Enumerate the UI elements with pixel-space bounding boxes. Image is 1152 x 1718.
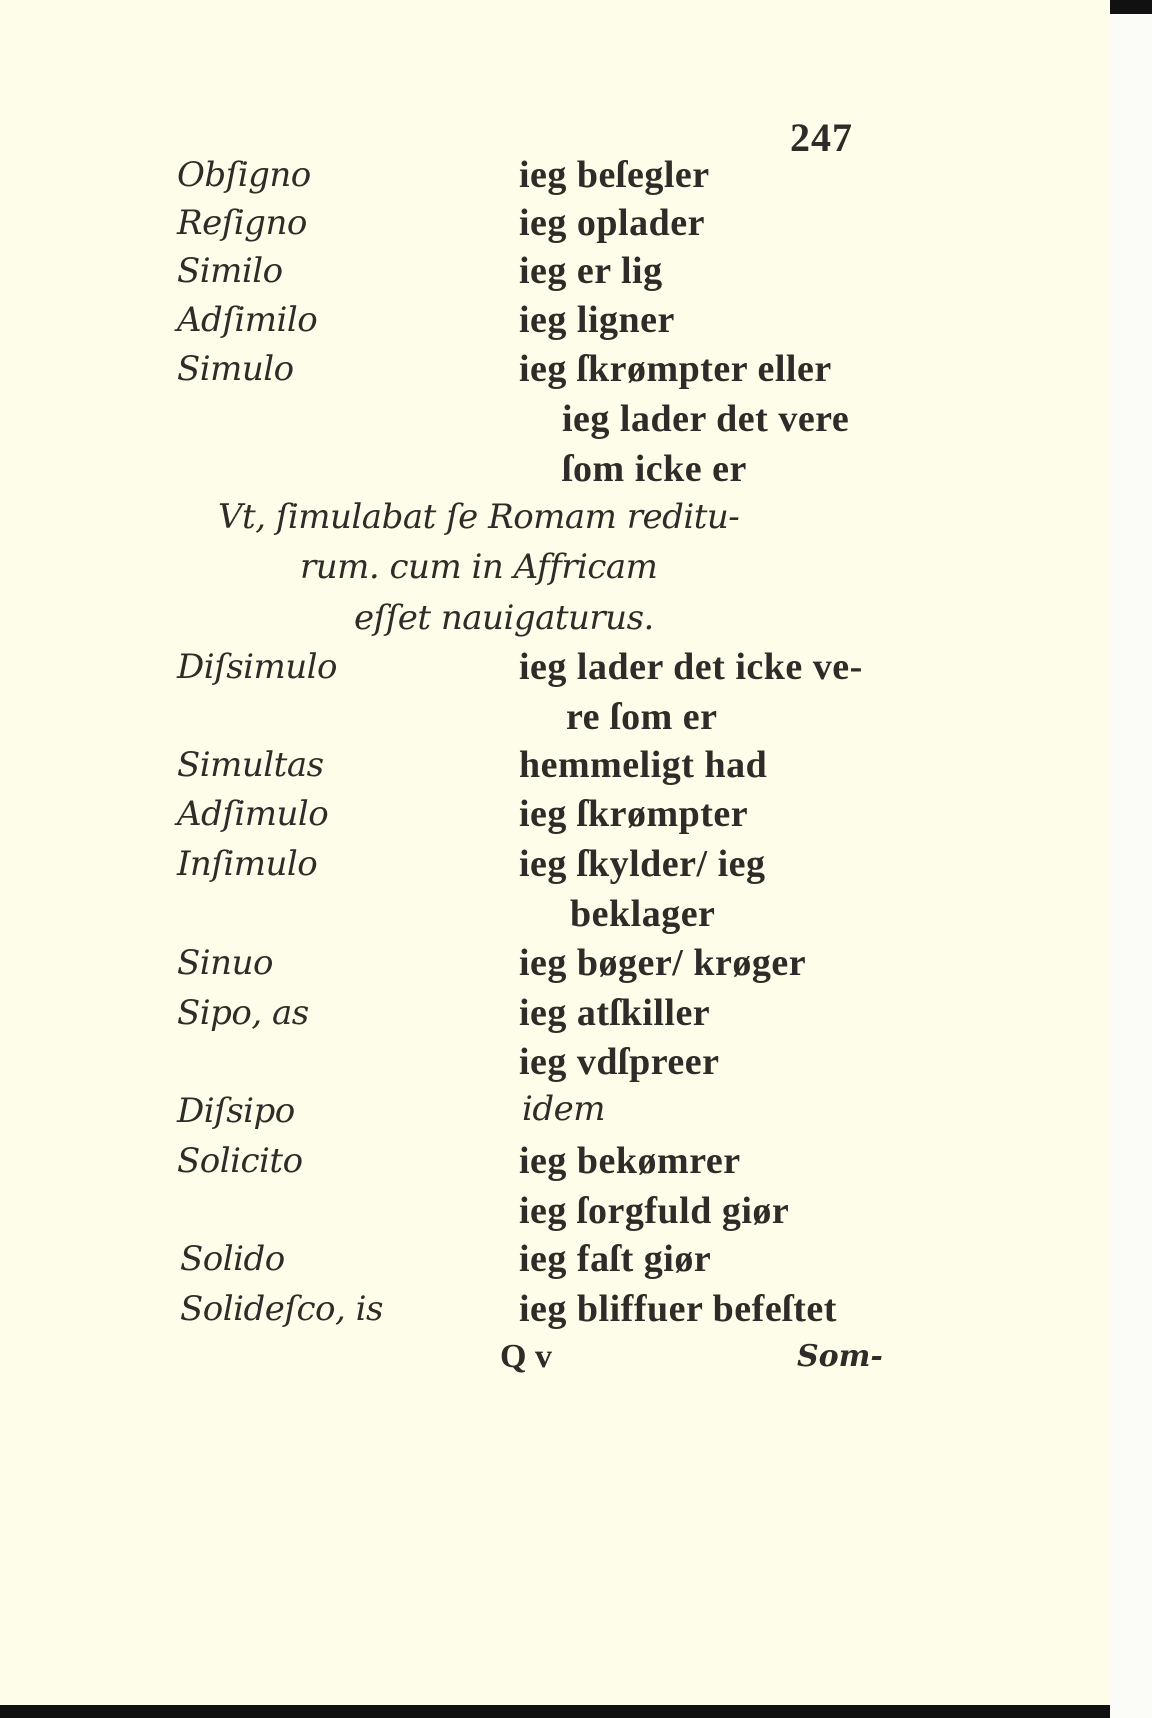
danish-gloss: ieg bøger/ krøger: [519, 942, 807, 984]
example-sentence-line: eſſet nauigaturus.: [354, 598, 654, 638]
latin-headword: Inſimulo: [177, 844, 318, 884]
danish-gloss-continuation: ieg lader det vere: [562, 398, 850, 440]
latin-headword: Sinuo: [177, 943, 273, 983]
latin-headword: Obſigno: [177, 155, 311, 195]
danish-gloss: ieg faſt giør: [519, 1238, 712, 1280]
danish-gloss: ieg ligner: [519, 299, 675, 341]
latin-headword: Adſimulo: [177, 794, 329, 834]
latin-headword: Reſigno: [177, 203, 307, 243]
example-sentence-line: rum. cum in Affricam: [300, 547, 658, 587]
latin-headword: Solido: [180, 1239, 285, 1279]
scan-edge-right: [1110, 0, 1152, 1718]
danish-gloss-continuation: beklager: [570, 893, 716, 935]
latin-headword: Diſsipo: [177, 1091, 295, 1131]
danish-gloss-continuation: ieg vdſpreer: [519, 1041, 720, 1083]
latin-headword: Sipo, as: [177, 993, 309, 1033]
latin-headword: Similo: [177, 251, 283, 291]
danish-gloss: hemmeligt had: [519, 744, 768, 786]
signature-mark: Q v: [500, 1338, 552, 1375]
danish-gloss: ieg er lig: [519, 250, 663, 292]
page-number: 247: [790, 115, 853, 160]
danish-gloss: ieg bekømrer: [519, 1140, 741, 1182]
danish-gloss: ieg lader det icke ve-: [519, 646, 863, 688]
latin-headword: Solideſco, is: [180, 1289, 383, 1329]
latin-headword: Adſimilo: [177, 300, 318, 340]
danish-gloss-continuation: re ſom er: [566, 696, 718, 738]
danish-gloss-continuation: ieg ſorgfuld giør: [519, 1190, 790, 1232]
danish-gloss: ieg ſkrømpter: [519, 793, 749, 835]
example-sentence-line: Vt, ſimulabat ſe Romam reditu-: [218, 497, 740, 537]
latin-headword: Solicito: [177, 1141, 303, 1181]
scan-edge-mark: [1110, 0, 1152, 14]
danish-gloss: ieg beſegler: [519, 154, 710, 196]
danish-gloss: ieg oplader: [519, 202, 705, 244]
latin-headword: Simultas: [177, 745, 324, 785]
danish-gloss: ieg ſkrømpter eller: [519, 348, 832, 390]
danish-gloss: idem: [522, 1089, 605, 1129]
danish-gloss: ieg atſkiller: [519, 992, 711, 1034]
danish-gloss-continuation: ſom icke er: [562, 448, 747, 490]
scan-edge-bottom: [0, 1705, 1110, 1718]
danish-gloss: ieg ſkylder/ ieg: [519, 843, 766, 885]
catchword: Som-: [797, 1339, 883, 1374]
danish-gloss: ieg bliffuer befeſtet: [519, 1288, 837, 1330]
latin-headword: Diſsimulo: [177, 647, 338, 687]
latin-headword: Simulo: [177, 349, 294, 389]
